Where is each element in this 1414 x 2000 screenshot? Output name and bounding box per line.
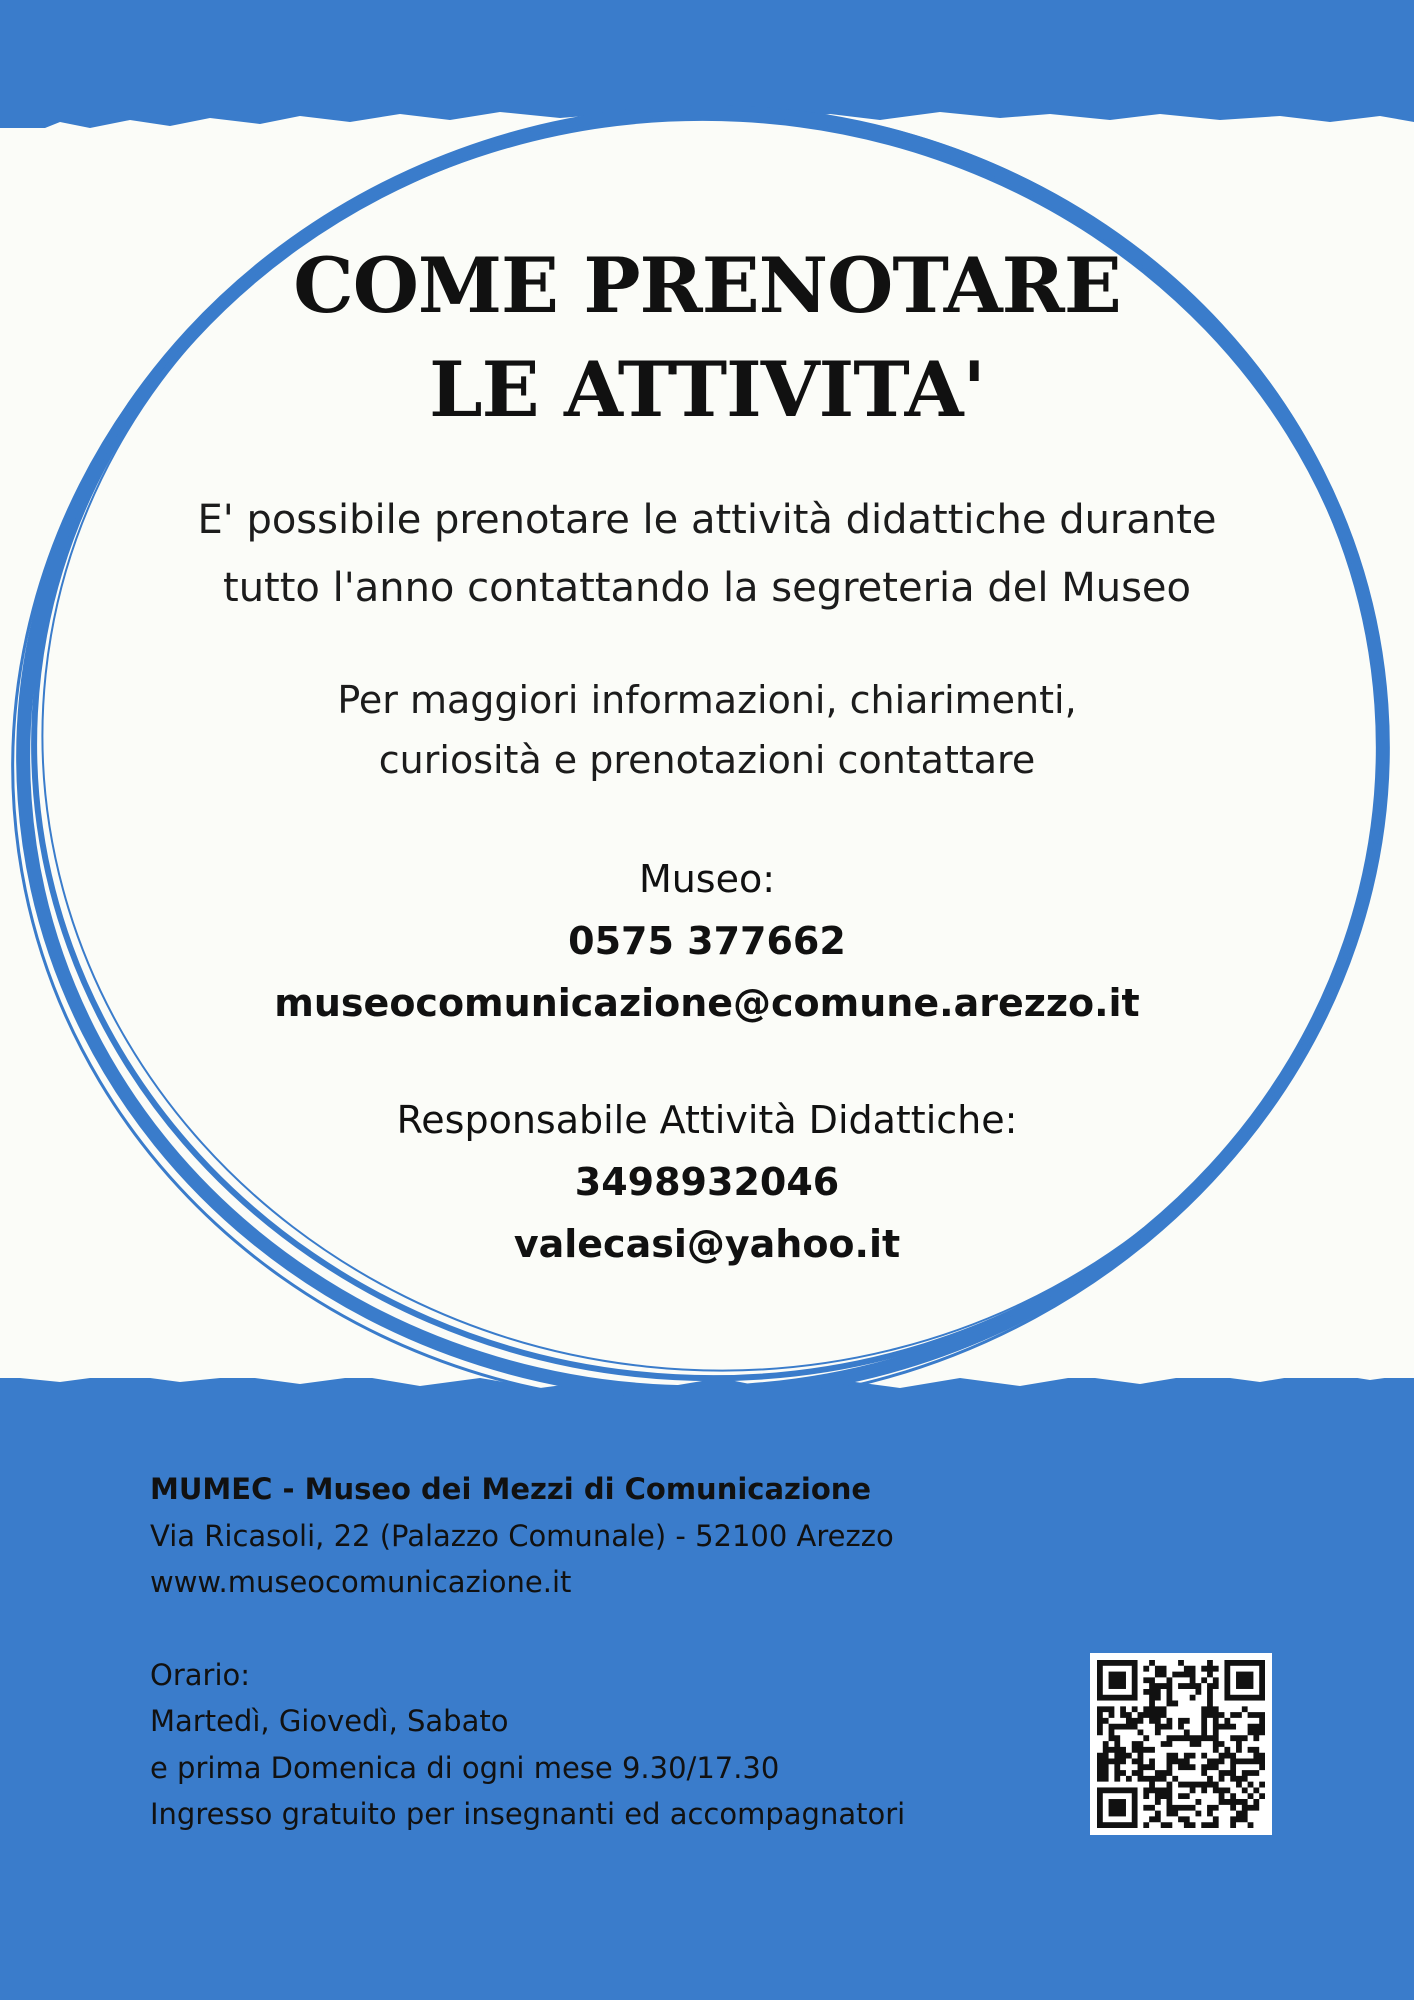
museum-email[interactable]: museocomunicazione@comune.arezzo.it [274, 981, 1140, 1025]
intro-text [0, 486, 1414, 622]
footer-spacer [150, 1606, 905, 1652]
intro-line-2: tutto l'anno contattando la segreteria del Museo [223, 565, 1191, 611]
museum-address: Via Ricasoli, 22 (Palazzo Comunale) - 52100 Arezzo [150, 1518, 894, 1553]
admission-note: Ingresso gratuito per insegnanti ed accompagnatori [150, 1797, 906, 1831]
page-title [0, 234, 1414, 442]
footer-info [150, 1466, 905, 1838]
museum-website[interactable]: www.museocomunicazione.it [150, 1565, 572, 1599]
title-line-2: LE ATTIVITA' [429, 345, 985, 434]
intro-line-1: E' possibile prenotare le attività didattiche durante [197, 497, 1217, 543]
education-phone[interactable]: 3498932046 [574, 1160, 840, 1204]
museum-contact-label: Museo: [638, 857, 776, 901]
qr-code-icon [1090, 1653, 1272, 1835]
hours-label: Orario: [150, 1657, 251, 1692]
hours-extra: e prima Domenica di ogni mese 9.30/17.30 [150, 1750, 780, 1785]
info-line-1: Per maggiori informazioni, chiarimenti, [337, 678, 1077, 722]
info-line-2: curiosità e prenotazioni contattare [378, 738, 1036, 782]
education-email[interactable]: valecasi@yahoo.it [513, 1222, 901, 1266]
museum-name: MUMEC - Museo dei Mezzi di Comunicazione [150, 1472, 872, 1506]
museum-contact [0, 848, 1414, 1034]
hours-days: Martedì, Giovedì, Sabato [150, 1704, 509, 1738]
education-contact-label: Responsabile Attività Didattiche: [396, 1098, 1018, 1142]
title-line-1: COME PRENOTARE [293, 241, 1121, 330]
info-text [0, 670, 1414, 790]
qr-code[interactable] [1090, 1653, 1272, 1835]
museum-phone[interactable]: 0575 377662 [568, 919, 846, 963]
education-contact [0, 1089, 1414, 1275]
